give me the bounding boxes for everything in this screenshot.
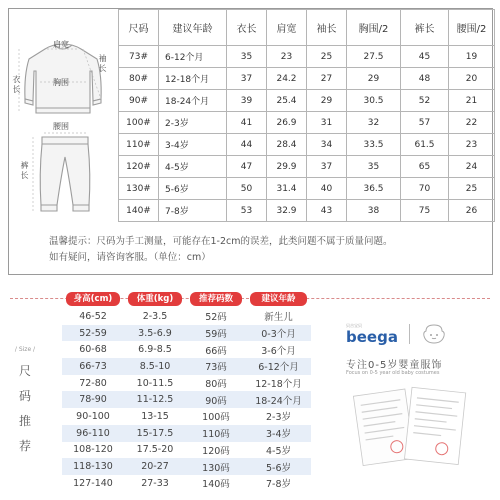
size-table-cell: 73# (119, 46, 159, 68)
size-table-cell: 34 (307, 134, 347, 156)
size-table-cell: 19 (449, 46, 495, 68)
size-table (118, 9, 495, 222)
size-table-cell: 20 (449, 68, 495, 90)
recommendation-row (62, 442, 311, 459)
size-table-cell: 52 (401, 90, 449, 112)
size-table-cell: 65 (401, 156, 449, 178)
size-chart-card (8, 8, 493, 275)
size-table-cell: 100# (119, 112, 159, 134)
recommendation-cell: 140码 (186, 475, 246, 492)
note-line-1: 温馨提示：尺码为手工测量，可能存在1-2cm的误差，此类问题不属于质量问题。 (49, 236, 393, 247)
size-english-label: / Size / (14, 346, 36, 353)
size-table-cell: 29 (307, 90, 347, 112)
size-table-cell: 29.9 (267, 156, 307, 178)
size-table-cell: 30.5 (347, 90, 401, 112)
recommendation-row (62, 458, 311, 475)
recommendation-row (62, 391, 311, 408)
size-table-header (119, 10, 495, 46)
size-table-row (119, 178, 495, 200)
size-table-row (119, 68, 495, 90)
recommendation-row (62, 358, 311, 375)
size-table-row (119, 46, 495, 68)
title-char-3: 推 (18, 414, 31, 428)
recommendation-cell: 90-100 (62, 408, 124, 425)
recommendation-cell: 18-24个月 (246, 391, 311, 408)
size-table-cell: 4-5岁 (159, 156, 227, 178)
note-line-2: 如有疑问，请咨询客服。（单位：cm） (49, 252, 211, 263)
recommendation-cell: 127-140 (62, 475, 124, 492)
header-height-cell (62, 290, 124, 308)
recommendation-cell: 20-27 (124, 458, 186, 475)
brand-block (346, 322, 486, 346)
size-table-cell: 31.4 (267, 178, 307, 200)
size-table-cell: 24 (449, 156, 495, 178)
recommendation-cell: 96-110 (62, 425, 124, 442)
recommendation-cell: 100码 (186, 408, 246, 425)
recommendation-cell: 15-17.5 (124, 425, 186, 442)
recommendation-cell: 10-11.5 (124, 375, 186, 392)
recommendation-cell: 78-90 (62, 391, 124, 408)
chest-label: 胸围 (53, 78, 69, 87)
header-shoulder: 肩宽 (267, 10, 307, 46)
size-table-cell: 6-12个月 (159, 46, 227, 68)
mascot-icon (421, 322, 447, 346)
recommendation-cell: 73码 (186, 358, 246, 375)
recommendation-cell: 108-120 (62, 442, 124, 459)
title-char-4: 荐 (18, 439, 31, 453)
size-table-cell: 28.4 (267, 134, 307, 156)
recommendation-cell: 59码 (186, 325, 246, 342)
size-table-cell: 90# (119, 90, 159, 112)
pants-length-label: 裤长 (20, 161, 29, 181)
recommendation-row (62, 375, 311, 392)
recommendation-row (62, 408, 311, 425)
recommendation-cell: 130码 (186, 458, 246, 475)
size-table-cell: 25.4 (267, 90, 307, 112)
size-table-row (119, 156, 495, 178)
size-table-cell: 23 (449, 134, 495, 156)
header-recommended-size: 推荐码数 (190, 292, 242, 306)
recommendation-cell: 7-8岁 (246, 475, 311, 492)
size-table-cell: 110# (119, 134, 159, 156)
header-waist: 腰围/2 (449, 10, 495, 46)
header-recommended-size-cell (186, 290, 246, 308)
size-table-cell: 48 (401, 68, 449, 90)
size-table-cell: 43 (307, 200, 347, 222)
size-table-cell: 35 (347, 156, 401, 178)
waist-label: 腰围 (53, 122, 69, 131)
brand-separator (409, 324, 410, 344)
brand-logo: beega (346, 327, 398, 346)
recommendation-cell: 52码 (186, 308, 246, 325)
size-recommendation-title (14, 346, 36, 459)
recommendation-row (62, 341, 311, 358)
size-table-row (119, 134, 495, 156)
header-suggested-age: 建议年龄 (250, 292, 307, 306)
size-table-row (119, 90, 495, 112)
header-height: 身高(cm) (66, 292, 120, 306)
recommendation-cell: 80码 (186, 375, 246, 392)
recommendation-header (62, 290, 311, 308)
size-table-cell: 47 (227, 156, 267, 178)
recommendation-row (62, 475, 311, 492)
header-length: 衣长 (227, 10, 267, 46)
recommendation-cell: 13-15 (124, 408, 186, 425)
recommendation-row (62, 325, 311, 342)
sleeve-label: 袖长 (98, 54, 107, 74)
recommendation-cell: 8.5-10 (124, 358, 186, 375)
size-table-cell: 3-4岁 (159, 134, 227, 156)
recommendation-cell: 11-12.5 (124, 391, 186, 408)
title-char-1: 尺 (18, 364, 31, 378)
recommendation-cell: 72-80 (62, 375, 124, 392)
recommendation-cell: 12-18个月 (246, 375, 311, 392)
size-table-cell: 50 (227, 178, 267, 200)
size-table-cell: 27 (307, 68, 347, 90)
size-table-cell: 18-24个月 (159, 90, 227, 112)
recommendation-cell: 52-59 (62, 325, 124, 342)
certificate-documents-image (346, 382, 476, 472)
recommendation-cell: 2-3岁 (246, 408, 311, 425)
recommendation-cell: 66-73 (62, 358, 124, 375)
size-table-cell: 7-8岁 (159, 200, 227, 222)
size-table-cell: 25 (449, 178, 495, 200)
size-table-cell: 38 (347, 200, 401, 222)
recommendation-cell: 3.5-6.9 (124, 325, 186, 342)
size-table-cell: 37 (227, 68, 267, 90)
recommendation-cell: 110码 (186, 425, 246, 442)
size-table-cell: 33.5 (347, 134, 401, 156)
size-table-cell: 25 (307, 46, 347, 68)
size-table-cell: 70 (401, 178, 449, 200)
recommendation-table (62, 290, 311, 492)
header-chest: 胸围/2 (347, 10, 401, 46)
header-age: 建议年龄 (159, 10, 227, 46)
recommendation-cell: 6.9-8.5 (124, 341, 186, 358)
size-table-cell: 5-6岁 (159, 178, 227, 200)
size-table-cell: 140# (119, 200, 159, 222)
size-table-cell: 32 (347, 112, 401, 134)
size-table-row (119, 200, 495, 222)
size-table-row (119, 112, 495, 134)
size-table-cell: 45 (401, 46, 449, 68)
size-table-cell: 35 (227, 46, 267, 68)
header-suggested-age-cell (246, 290, 311, 308)
recommendation-row (62, 308, 311, 325)
header-weight-cell (124, 290, 186, 308)
size-table-cell: 23 (267, 46, 307, 68)
recommendation-cell: 118-130 (62, 458, 124, 475)
header-pants: 裤长 (401, 10, 449, 46)
size-table-cell: 80# (119, 68, 159, 90)
size-table-cell: 27.5 (347, 46, 401, 68)
size-table-cell: 75 (401, 200, 449, 222)
recommendation-row (62, 425, 311, 442)
size-table-cell: 26 (449, 200, 495, 222)
size-table-cell: 26.9 (267, 112, 307, 134)
recommendation-cell: 0-3个月 (246, 325, 311, 342)
recommendation-cell: 17.5-20 (124, 442, 186, 459)
recommendation-cell: 5-6岁 (246, 458, 311, 475)
size-table-cell: 21 (449, 90, 495, 112)
size-table-cell: 31 (307, 112, 347, 134)
garment-diagram (9, 9, 117, 221)
size-table-cell: 61.5 (401, 134, 449, 156)
size-table-cell: 2-3岁 (159, 112, 227, 134)
brand-slogan: 专注0-5岁婴童服饰 (346, 360, 443, 371)
shoulder-label: 肩宽 (53, 40, 69, 49)
size-table-cell: 36.5 (347, 178, 401, 200)
title-char-2: 码 (18, 389, 31, 403)
recommendation-cell: 66码 (186, 341, 246, 358)
size-table-cell: 37 (307, 156, 347, 178)
size-table-cell: 39 (227, 90, 267, 112)
recommendation-cell: 27-33 (124, 475, 186, 492)
size-table-cell: 130# (119, 178, 159, 200)
recommendation-cell: 46-52 (62, 308, 124, 325)
recommendation-cell: 2-3.5 (124, 308, 186, 325)
size-table-cell: 12-18个月 (159, 68, 227, 90)
note-text (49, 234, 479, 266)
brand-small-text: 贝吉宝贝 (346, 322, 362, 328)
size-table-cell: 41 (227, 112, 267, 134)
header-size: 尺码 (119, 10, 159, 46)
recommendation-cell: 3-4岁 (246, 425, 311, 442)
size-table-cell: 29 (347, 68, 401, 90)
size-table-cell: 24.2 (267, 68, 307, 90)
recommendation-cell: 新生儿 (246, 308, 311, 325)
size-table-cell: 53 (227, 200, 267, 222)
length-label: 衣长 (12, 75, 21, 95)
recommendation-cell: 120码 (186, 442, 246, 459)
header-weight: 体重(kg) (128, 292, 182, 306)
size-table-cell: 44 (227, 134, 267, 156)
recommendation-cell: 4-5岁 (246, 442, 311, 459)
recommendation-cell: 6-12个月 (246, 358, 311, 375)
recommendation-cell: 90码 (186, 391, 246, 408)
size-table-cell: 40 (307, 178, 347, 200)
recommendation-cell: 3-6个月 (246, 341, 311, 358)
header-sleeve: 袖长 (307, 10, 347, 46)
recommendation-cell: 60-68 (62, 341, 124, 358)
size-table-cell: 57 (401, 112, 449, 134)
brand-slogan-english: Focus on 0-5 year old baby costumes (346, 370, 440, 376)
size-table-cell: 22 (449, 112, 495, 134)
size-table-cell: 32.9 (267, 200, 307, 222)
size-table-cell: 120# (119, 156, 159, 178)
